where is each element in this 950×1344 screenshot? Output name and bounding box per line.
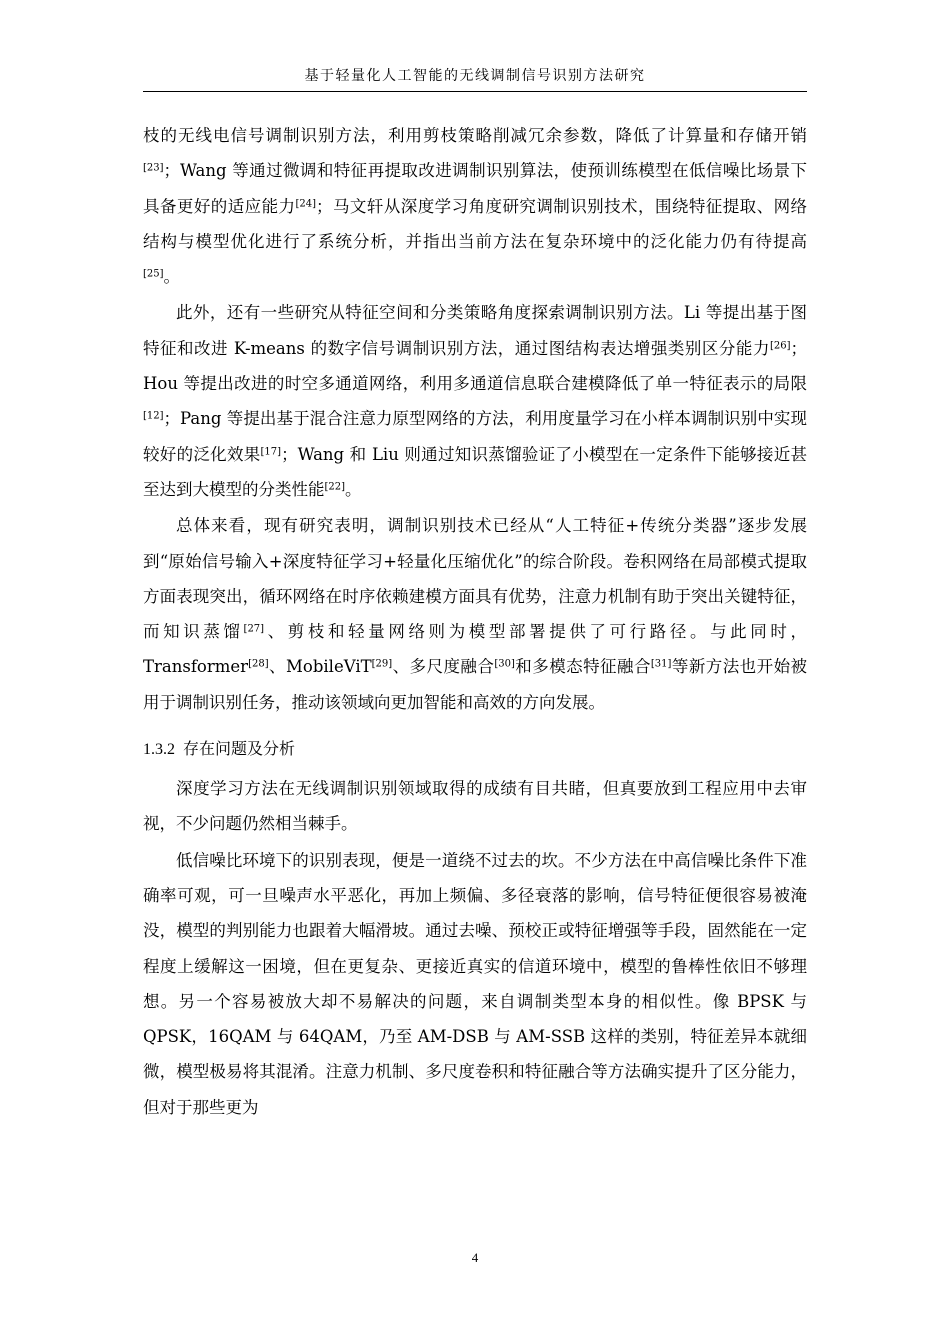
text-run: ；Pang 等提出基于混合注意力原型网络的方法，利用度量学习在小样本调制识别中实现较好的泛化效果 xyxy=(143,409,807,464)
text-run: 深度学习方法在无线调制识别领域取得的成绩有目共睹，但真要放到工程应用中去审视，不少问题仍然相当棘手。 xyxy=(143,779,807,834)
text-run: 枝的无线电信号调制识别方法，利用剪枝策略削减冗余参数，降低了计算量和存储开销 xyxy=(143,126,807,145)
text-run: 低信噪比环境下的识别表现，便是一道绕不过去的坎。不少方法在中高信噪比条件下准确率可观，可一旦噪声水平恶化，再加上频偏、多径衰落的影响，信号特征便很容易被淹没，模型的判别能力也跟着大幅滑坡。通过去噪、预校正或特征增强等手段，固然能在一定程度上缓解这一困境，但在更复杂、更接近真实的信道环境中，模型的鲁棒性依旧不够理想。另一个容易被放大却不易解决的问题，来自调制类型本身的相似性。像 BPSK 与 QPSK，16QAM 与 64QAM，乃至 AM-DSB 与 AM-SSB 这样的类别，特征差异本就细微，模型极易将其混淆。注意力机制、多尺度卷积和特征融合等方法确实提升了区分能力，但对于那些更为 xyxy=(143,850,807,1117)
paragraph xyxy=(143,771,807,842)
section-heading xyxy=(143,734,807,765)
running-header: 基于轻量化人工智能的无线调制信号识别方法研究 xyxy=(304,68,646,84)
text-run: 、多尺度融合 xyxy=(392,657,495,677)
section-number: 1.3.2 xyxy=(143,741,175,759)
text-run: 。 xyxy=(163,267,181,287)
citation-ref: [27] xyxy=(243,623,265,635)
citation-ref: [30] xyxy=(494,658,515,670)
text-run: 总体来看，现有研究表明，调制识别技术已经从“人工特征+传统分类器”逐步发展到“原始信号输入+深度特征学习+轻量化压缩优化”的综合阶段。卷积网络在局部模式提取方面表现突出，循环网络在时序依赖建模方面具有优势，注意力机制有助于突出关键特征，而知识蒸馏 xyxy=(143,516,807,642)
text-run: 。 xyxy=(345,479,362,499)
text-run: ；Hou 等提出改进的时空多通道网络，利用多通道信息联合建模降低了单一特征表示的局限 xyxy=(143,338,807,394)
text-run: 此外，还有一些研究从特征空间和分类策略角度探索调制识别方法。Li 等提出基于图特征和改进 K-means 的数字信号调制识别方法，通过图结构表达增强类别区分能力 xyxy=(143,303,807,358)
text-run: 、剪枝和轻量网络则为模型部署提供了可行路径。与此同时，Transformer xyxy=(143,622,808,677)
paragraph xyxy=(143,295,807,507)
citation-ref: [12] xyxy=(143,410,164,422)
citation-ref: [22] xyxy=(324,481,346,493)
citation-ref: [26] xyxy=(769,340,791,352)
citation-ref: [23] xyxy=(143,162,164,174)
citation-ref: [28] xyxy=(248,658,269,670)
text-run: ；Wang 和 Liu 则通过知识蒸馏验证了小模型在一定条件下能够接近甚至达到大模型的分类性能 xyxy=(143,444,808,499)
paragraph xyxy=(143,118,807,294)
citation-ref: [29] xyxy=(371,658,393,670)
paragraph xyxy=(143,508,807,720)
citation-ref: [17] xyxy=(260,446,282,458)
citation-ref: [31] xyxy=(650,658,672,670)
citation-ref: [25] xyxy=(143,268,164,280)
text-run: 、MobileViT xyxy=(268,657,372,677)
text-run: ；Wang 等通过微调和特征再提取改进调制识别算法，使预训练模型在低信噪比场景下具备更好的适应能力 xyxy=(143,161,807,216)
page-number: 4 xyxy=(471,1250,479,1265)
header-rule xyxy=(143,91,807,92)
text-run: 和多模态特征融合 xyxy=(514,657,651,677)
text-run: ；马文轩从深度学习角度研究调制识别技术，围绕特征提取、网络结构与模型优化进行了系统分析，并指出当前方法在复杂环境中的泛化能力仍有待提高 xyxy=(143,196,808,251)
text-run: 等新方法也开始被用于调制识别任务，推动该领域向更加智能和高效的方向发展。 xyxy=(143,657,808,712)
page-body xyxy=(143,118,807,1125)
citation-ref: [24] xyxy=(295,198,317,210)
section-title: 存在问题及分析 xyxy=(183,739,296,759)
paragraph xyxy=(143,843,807,1125)
